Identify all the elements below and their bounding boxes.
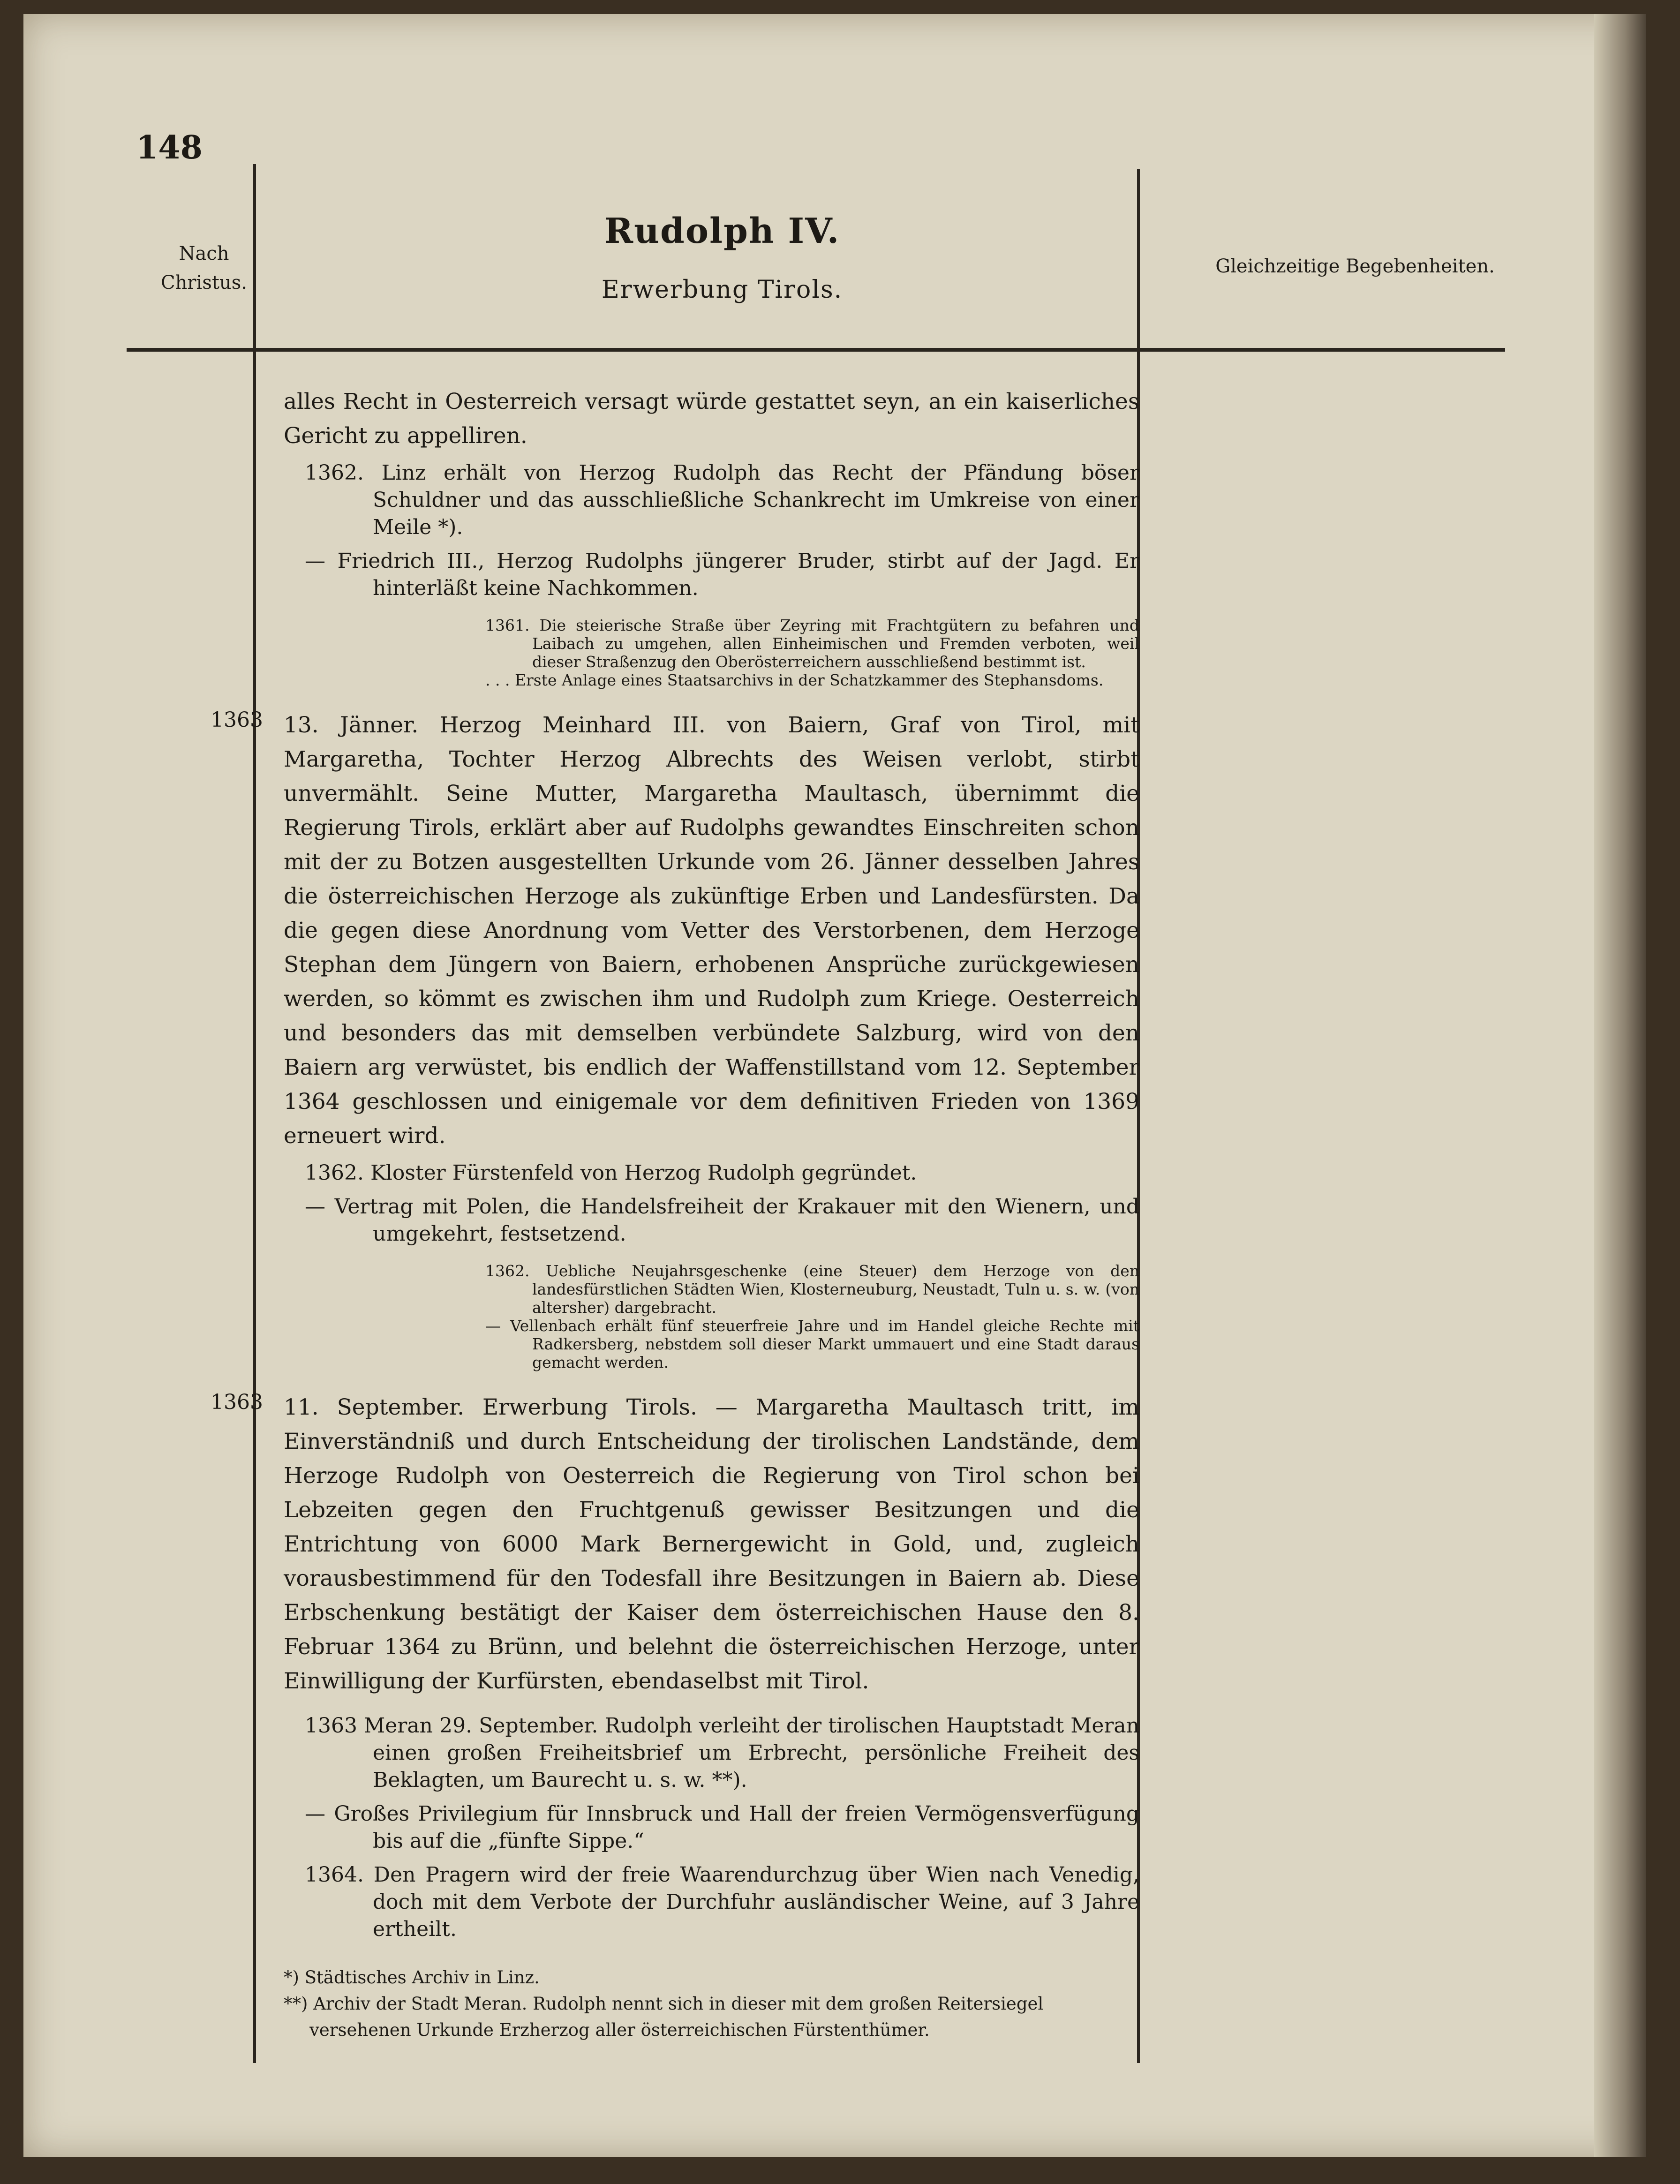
note-vellenbach: — Vellenbach erhält fünf steuerfreie Jahre und im Handel gleiche Rechte mit Radkersberg, nebstdem soll dieser Markt ummauert und eine Stadt daraus gemacht werden. [485,1317,1139,1371]
year-label: 1363 [211,1390,263,1414]
year-label: 1363 [211,708,263,732]
entry-prager: 1364. Den Pragern wird der freie Waarendurchzug über Wien nach Venedig, doch mit dem Verbote der Durchfuhr ausländischer Weine, auf 3 Jahre ertheilt. [305,1863,1139,1941]
entry-text: 13. Jänner. Herzog Meinhard III. von Baiern, Graf von Tirol, mit Margaretha, Tochter Herzog Albrechts des Weisen verlobt, stirbt unvermählt. Seine Mutter, Margaretha Maultasch, übernimmt die Regierung Tirols, erklärt aber auf Rudolphs gewandtes Einschreiten schon mit der zu Botzen ausgestellten Urkunde vom 26. Jänner desselben Jahres die österreichischen Herzoge als zukünftige Erben und Landesfürsten. Da die gegen diese Anordnung vom Vetter des Verstorbenen, dem Herzoge Stephan dem Jüngern von Baiern, erhobenen Ansprüche zurückgewiesen werden, so kömmt es zwischen ihm und Rudolph zum Kriege. Oesterreich und besonders das mit demselben verbündete Salzburg, wird von den Baiern arg verwüstet, bis endlich der Waffenstillstand vom 12. September 1364 geschlossen und einigemale vor dem definitiven Frieden von 1369 erneuert wird. [284,712,1139,1149]
section-subtitle: Erwerbung Tirols. [601,276,843,304]
column-header-year: Nach Christus. [161,243,247,294]
section-title: Rudolph IV. [604,211,840,251]
note-block-2 [284,1262,1139,1371]
main-text [211,384,1139,2043]
footnotes [284,1965,1139,2043]
column-header-main [286,211,1158,304]
entry-1363-september [211,1390,1139,1698]
entry-meran: 1363 Meran 29. September. Rudolph verleiht der tirolischen Hauptstadt Meran einen großen Freiheitsbrief um Erbrecht, persönliche Freiheit des Beklagten, um Baurecht u. s. w. **). [305,1714,1139,1792]
note-neujahrsgeschenke: 1362. Uebliche Neujahrsgeschenke (eine Steuer) dem Herzoge von den landesfürstlichen Städten Wien, Klosterneuburg, Neustadt, Tuln u. s. w. (von altersher) dargebracht. [485,1262,1139,1317]
note-staatsarchiv: . . . Erste Anlage eines Staatsarchivs in der Schatzkammer des Stephansdoms. [485,671,1104,689]
book-page [23,14,1646,2157]
book-binding [1594,14,1646,2157]
entry-linz: 1362. Linz erhält von Herzog Rudolph das Recht der Pfändung böser Schuldner und das ausschließliche Schankrecht im Umkreise von einer Meile *). [305,461,1139,539]
entry-privilegium: — Großes Privilegium für Innsbruck und Hall der freien Vermögensverfügung bis auf die „fünfte Sippe.“ [305,1802,1139,1853]
column-header-events: Gleichzeitige Begebenheiten. [1215,256,1495,277]
footnote-2: **) Archiv der Stadt Meran. Rudolph nennt sich in dieser mit dem großen Reitersiegel versehenen Urkunde Erzherzog aller österreichischen Fürstenthümer. [284,1994,1044,2040]
footnote-1: *) Städtisches Archiv in Linz. [284,1967,540,1988]
column-rule-body-left [253,366,256,2063]
entry-text: 11. September. Erwerbung Tirols. — Margaretha Maultasch tritt, im Einverständniß und durch Entscheidung der tirolischen Landstände, dem Herzoge Rudolph von Oesterreich die Regierung von Tirol schon bei Lebzeiten gegen den Fruchtgenuß gewisser Besitzungen und die Entrichtung von 6000 Mark Bernergewicht in Gold, und, zugleich vorausbestimmend für den Todesfall ihre Besitzungen in Baiern ab. Diese Erbschenkung bestätigt der Kaiser dem österreichischen Hause den 8. Februar 1364 zu Brünn, und belehnt die österreichischen Herzoge, unter Einwilligung der Kurfürsten, ebendaselbst mit Tirol. [284,1394,1139,1694]
entry-friedrich: — Friedrich III., Herzog Rudolphs jüngerer Bruder, stirbt auf der Jagd. Er hinterläßt keine Nachkommen. [305,549,1139,600]
entry-fuerstenfeld: 1362. Kloster Fürstenfeld von Herzog Rudolph gegründet. [305,1161,917,1185]
entry-1363-jaenner [211,708,1139,1153]
note-block-1 [284,616,1139,689]
header-rule [127,348,1505,352]
note-zeyring: 1361. Die steierische Straße über Zeyring mit Frachtgütern zu befahren und Laibach zu umgehen, allen Einheimischen und Fremden verboten, weil dieser Straßenzug den Oberösterreichern ausschließend bestimmt ist. [485,616,1139,671]
paragraph-continuation: alles Recht in Oesterreich versagt würde gestattet seyn, an ein kaiserliches Gericht zu appelliren. [284,389,1139,449]
entry-polen: — Vertrag mit Polen, die Handelsfreiheit der Krakauer mit den Wienern, und umgekehrt, festsetzend. [305,1195,1139,1246]
page-number: 148 [136,129,203,166]
